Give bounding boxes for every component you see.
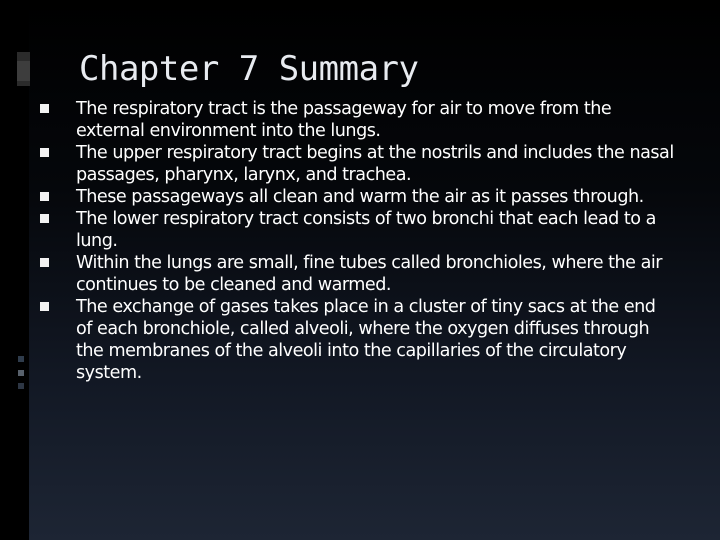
bullet-text: Within the lungs are small, fine tubes called bronchioles, where the air continues to be cleaned and warmed. [76,253,662,295]
square-bullet-icon [40,192,49,201]
bullet-text: The lower respiratory tract consists of two bronchi that each lead to a lung. [76,209,656,251]
square-bullet-icon [40,214,49,223]
decorative-square-2 [18,370,24,376]
bullet-text: The upper respiratory tract begins at the nostrils and includes the nasal passages, pharynx, larynx, and trachea. [76,143,674,185]
bullet-item [40,208,676,252]
bullet-text: The respiratory tract is the passageway for air to move from the external environment into the lungs. [76,99,612,141]
decorative-square-1 [18,356,24,362]
bullet-item [40,186,676,208]
square-bullet-icon [40,258,49,267]
title-accent-block-inner [17,61,30,81]
decorative-square-3 [18,383,24,389]
square-bullet-icon [40,302,49,311]
bullet-text: These passageways all clean and warm the air as it passes through. [76,187,644,207]
square-bullet-icon [40,104,49,113]
square-bullet-icon [40,148,49,157]
slide-title: Chapter 7 Summary [79,49,419,89]
bullet-item [40,252,676,296]
bullet-item [40,296,676,384]
bullet-item [40,142,676,186]
bullet-list [40,98,676,384]
bullet-item [40,98,676,142]
bullet-text: The exchange of gases takes place in a cluster of tiny sacs at the end of each bronchiole, called alveoli, where the oxygen diffuses through the membranes of the alveoli into the capillaries of the circulatory system. [76,297,656,383]
